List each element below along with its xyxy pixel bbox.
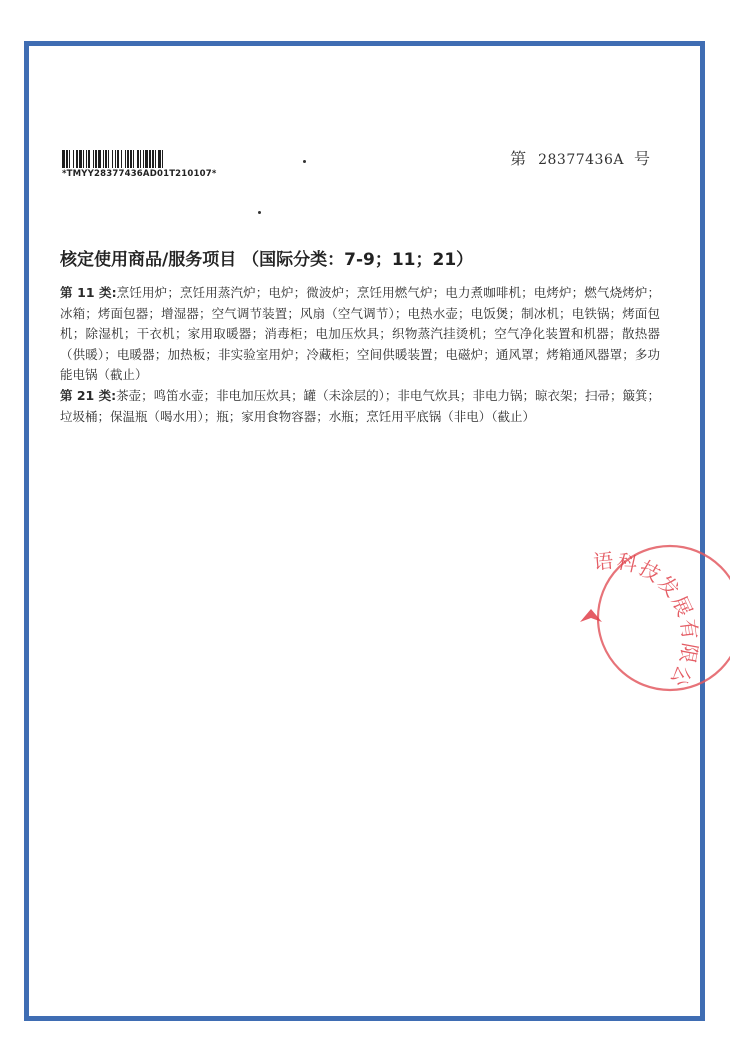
speck-mark [258, 211, 261, 214]
seal-text: 语科技发展有限公 [592, 548, 703, 693]
barcode-block [62, 150, 242, 179]
class-11-label: 第 11 类: [60, 285, 117, 300]
barcode-bar [163, 150, 165, 168]
class-21-label: 第 21 类: [60, 387, 117, 403]
class-11-paragraph [60, 283, 660, 386]
page-border-frame [24, 41, 705, 1021]
barcode-image [62, 150, 238, 168]
registration-suffix: 号 [633, 149, 650, 168]
registration-prefix: 第 [510, 149, 527, 168]
section-title: 核定使用商品/服务项目 （国际分类：7-9；11；21） [60, 250, 474, 270]
svg-text:语科技发展有限公 [592, 548, 702, 692]
company-seal-stamp [560, 540, 730, 710]
registration-number-value: 28377436A [538, 152, 624, 168]
registration-number [510, 146, 650, 169]
goods-services-list [60, 283, 660, 427]
barcode-text: *TMYY28377436AD01T210107* [62, 169, 217, 179]
class-21-paragraph [60, 386, 660, 427]
class-11-items: 烹饪用炉；烹饪用蒸汽炉；电炉；微波炉；烹饪用燃气炉；电力煮咖啡机；电烤炉；燃气烧烤炉；冰箱；烤面包器；增湿器；空气调节装置；风扇（空气调节）；电热水壶；电饭煲；制冰机；电铁锅；烤面包机；除湿机；干衣机；家用取暖器；消毒柜；电加压炊具；织物蒸汽挂烫机；空气净化装置和机器；散热器（供暖）；电暖器；加热板；非实验室用炉；冷藏柜；空间供暖装置；电磁炉；通风罩；烤箱通风器罩；多功能电锅（截止） [60, 285, 660, 383]
speck-mark [303, 160, 306, 163]
class-21-items: 茶壶；鸣笛水壶；非电加压炊具；罐（未涂层的）；非电气炊具；非电力锅；晾衣架；扫帚；簸箕；垃圾桶；保温瓶（喝水用）；瓶；家用食物容器；水瓶；烹饪用平底锅（非电）（截止） [60, 387, 660, 424]
